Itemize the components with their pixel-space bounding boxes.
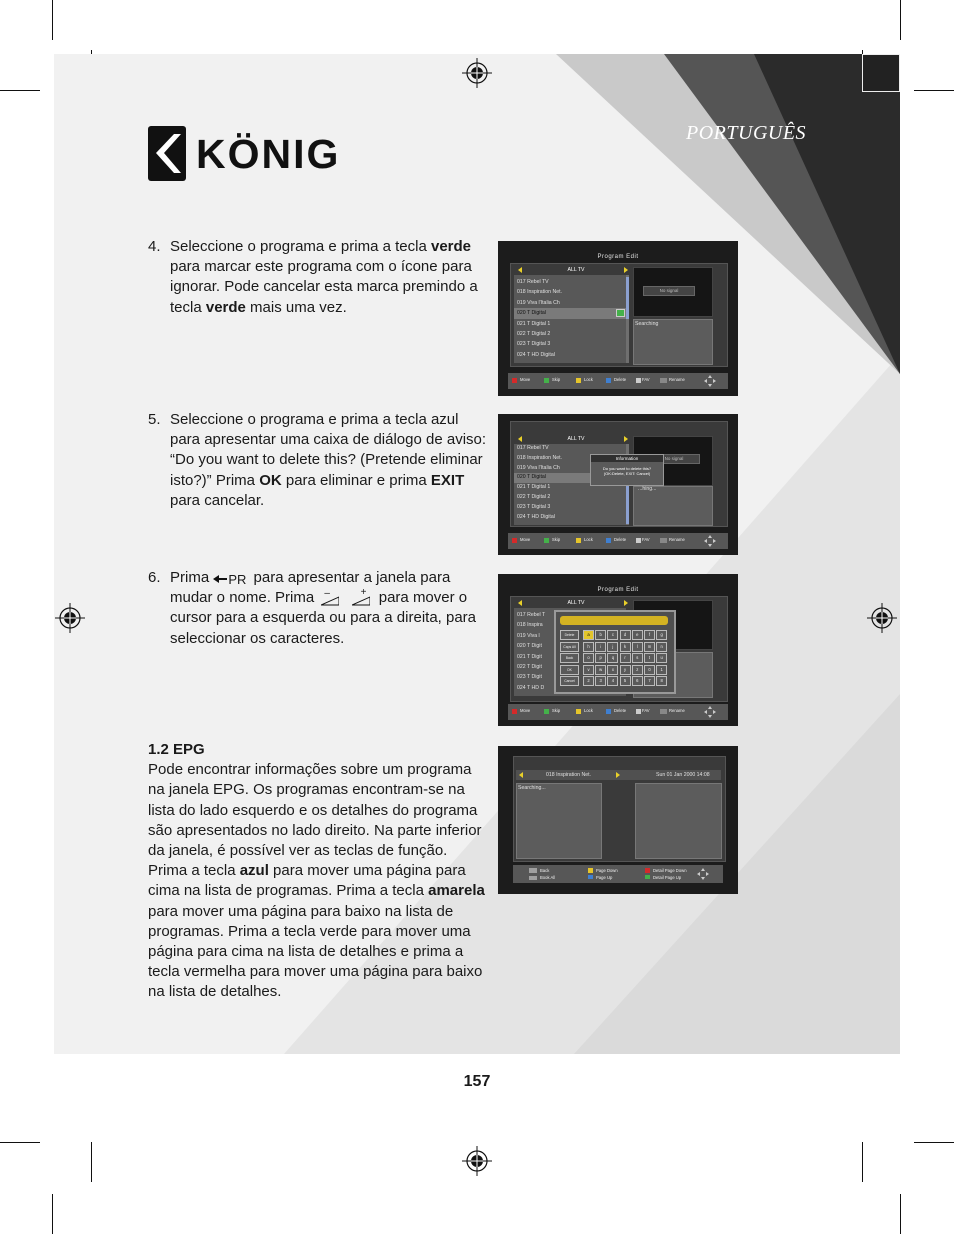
screen-title: Program Edit bbox=[597, 254, 639, 260]
body-text: para eliminar e prima bbox=[281, 471, 431, 489]
crop-mark bbox=[862, 1142, 863, 1182]
footer-label: FAV bbox=[642, 537, 650, 542]
blue-key-icon bbox=[606, 538, 611, 543]
list-item[interactable]: 022 T Digital 2 bbox=[517, 493, 551, 500]
scroll-thumb[interactable] bbox=[626, 484, 629, 524]
section-heading: 1.2 EPG bbox=[148, 741, 205, 758]
registration-mark-icon bbox=[462, 1146, 492, 1176]
rename-keyboard bbox=[554, 610, 676, 694]
emphasis-text: verde bbox=[430, 238, 472, 255]
crop-mark bbox=[900, 0, 901, 40]
skip-icon bbox=[616, 309, 625, 317]
dpad-icon bbox=[704, 375, 716, 387]
keyboard-key[interactable]: 2 bbox=[583, 676, 594, 686]
keyboard-key[interactable]: 0 bbox=[644, 665, 655, 675]
dialog-title: Information bbox=[591, 455, 663, 462]
red-key-icon bbox=[512, 538, 517, 543]
list-item[interactable]: 023 T Digital 3 bbox=[517, 341, 551, 348]
tv-screenshot-epg bbox=[498, 746, 738, 894]
body-text: mais uma vez. bbox=[245, 298, 347, 316]
emphasis-text: EXIT bbox=[430, 471, 465, 489]
keyboard-key[interactable]: 1 bbox=[656, 665, 667, 675]
konig-logo-icon bbox=[148, 126, 188, 182]
channel-list bbox=[514, 275, 626, 363]
list-item[interactable]: 020 T Digit bbox=[517, 643, 542, 650]
registration-mark-icon bbox=[867, 603, 897, 633]
searching-label: ...hing... bbox=[638, 486, 657, 492]
searching-label: Searching... bbox=[518, 785, 546, 791]
list-item[interactable]: 019 Viva l'Italia Ch bbox=[517, 464, 560, 471]
yellow-key-icon bbox=[588, 868, 593, 873]
body-text: Seleccione o programa e prima a tecla azul para apresentar uma caixa de diálogo de aviso: “Do you want to delete this? (Pretende eliminar isto?)” Prima bbox=[170, 411, 487, 489]
dpad-icon bbox=[697, 868, 709, 880]
keyboard-key[interactable]: 3 bbox=[595, 676, 606, 686]
emphasis-text: amarela bbox=[428, 882, 485, 900]
rename-key-icon bbox=[660, 709, 667, 714]
delete-dialog bbox=[590, 454, 664, 486]
footer-label: Delete bbox=[614, 537, 627, 542]
volume-minus-icon: – bbox=[318, 590, 344, 606]
tv-screenshot-skip bbox=[498, 241, 738, 396]
volume-plus-icon: + bbox=[349, 590, 375, 606]
keyboard-function-key[interactable]: OK bbox=[560, 665, 579, 675]
keyboard-function-key[interactable]: Cancel bbox=[560, 676, 579, 686]
list-item[interactable]: 020 T Digital bbox=[514, 473, 626, 483]
keyboard-key[interactable]: q bbox=[607, 653, 618, 663]
list-item[interactable]: 018 Inspira bbox=[517, 622, 543, 629]
no-signal-label: No signal bbox=[643, 286, 695, 296]
registration-mark-icon bbox=[55, 603, 85, 633]
arrow-right-icon[interactable] bbox=[624, 267, 628, 273]
keyboard-function-key[interactable]: Caps All bbox=[560, 642, 579, 652]
pr-back-icon bbox=[213, 571, 249, 588]
step-number: 6. bbox=[148, 569, 161, 586]
list-item[interactable]: 022 T Digit bbox=[517, 663, 542, 670]
searching-label: Searching bbox=[635, 321, 659, 327]
footer-label: Rename bbox=[669, 377, 685, 382]
footer-label: Lock bbox=[584, 537, 593, 542]
key-grid bbox=[556, 612, 674, 692]
step-text-prima: Prima bbox=[170, 569, 210, 586]
step-text-b: para mover o cursor para a esquerda ou para a direita, para seleccionar os caracteres. bbox=[170, 589, 477, 647]
corner-square bbox=[862, 54, 900, 92]
keyboard-key[interactable]: 6 bbox=[632, 676, 643, 686]
footer-label: Delete bbox=[614, 377, 627, 382]
tv-screenshot-delete bbox=[498, 414, 738, 555]
keyboard-key[interactable]: 7 bbox=[644, 676, 655, 686]
fav-key-icon bbox=[636, 378, 641, 383]
crop-mark bbox=[91, 1142, 92, 1182]
green-key-icon bbox=[645, 875, 650, 879]
function-bar bbox=[508, 373, 728, 389]
screen-title: Program Edit bbox=[597, 587, 639, 593]
footer-label: FAV bbox=[642, 377, 650, 382]
dpad-icon bbox=[704, 706, 716, 718]
info-panel bbox=[633, 486, 713, 526]
registration-mark-icon bbox=[462, 58, 492, 88]
footer-label: Detail Page Up bbox=[653, 875, 682, 880]
keyboard-key[interactable]: a bbox=[583, 630, 594, 640]
fav-key-icon bbox=[636, 709, 641, 714]
keyboard-key[interactable]: i bbox=[595, 642, 606, 652]
dialog-message: Do you want to delete this? (OK:Delete, EXIT: Cancel) bbox=[602, 466, 652, 476]
function-bar bbox=[508, 533, 728, 549]
keyboard-key[interactable]: 4 bbox=[607, 676, 618, 686]
arrow-right-icon[interactable] bbox=[616, 772, 620, 778]
list-item[interactable]: 024 T HD Digital bbox=[517, 351, 555, 358]
body-text: para mover uma página para baixo na lista de programas. Prima a tecla verde para mover uma página para cima na lista de detalhes e prima a tecla vermelha para mover uma página para baixo na lista de detalhes. bbox=[148, 902, 483, 1001]
keyboard-key[interactable]: c bbox=[607, 630, 618, 640]
keyboard-key[interactable]: k bbox=[620, 642, 631, 652]
list-item[interactable]: 024 T HD Digital bbox=[517, 513, 555, 520]
crop-mark bbox=[914, 90, 954, 91]
arrow-right-icon[interactable] bbox=[624, 436, 628, 442]
arrow-left-icon[interactable] bbox=[518, 436, 522, 442]
group-label: ALL TV bbox=[567, 600, 585, 606]
function-bar bbox=[513, 865, 723, 883]
arrow-left-icon[interactable] bbox=[519, 772, 523, 778]
step-text bbox=[170, 568, 492, 649]
body-text: Prima a tecla bbox=[148, 862, 240, 880]
crop-mark bbox=[900, 1194, 901, 1234]
yellow-key-icon bbox=[576, 538, 581, 543]
keyboard-key[interactable]: m bbox=[644, 642, 655, 652]
keyboard-key[interactable]: h bbox=[583, 642, 594, 652]
keyboard-key[interactable]: z bbox=[632, 665, 643, 675]
step-number: 4. bbox=[148, 238, 161, 255]
step-number: 5. bbox=[148, 411, 161, 428]
footer-label: Move bbox=[520, 377, 531, 382]
crop-mark bbox=[0, 1142, 40, 1143]
keyboard-key[interactable]: w bbox=[595, 665, 606, 675]
emphasis-text: azul bbox=[239, 862, 269, 880]
no-signal-label: No signal bbox=[648, 454, 700, 464]
keyboard-function-key[interactable]: Back bbox=[560, 653, 579, 663]
keyboard-key[interactable]: t bbox=[644, 653, 655, 663]
rename-key-icon bbox=[660, 538, 667, 543]
keyboard-key[interactable]: e bbox=[632, 630, 643, 640]
footer-label: Skip bbox=[552, 377, 561, 382]
book-key-icon bbox=[529, 876, 537, 880]
keyboard-key[interactable]: u bbox=[656, 653, 667, 663]
footer-label: Lock bbox=[584, 708, 593, 713]
step-text bbox=[170, 410, 488, 511]
footer-label: Back bbox=[540, 868, 550, 873]
crop-mark bbox=[914, 1142, 954, 1143]
epg-program-list[interactable] bbox=[516, 783, 602, 859]
body-text: Seleccione o programa e prima a tecla bbox=[170, 238, 431, 255]
keyboard-key[interactable]: s bbox=[632, 653, 643, 663]
keyboard-key[interactable]: n bbox=[656, 642, 667, 652]
footer-label: Book All bbox=[540, 875, 556, 880]
arrow-right-icon[interactable] bbox=[624, 600, 628, 606]
green-key-icon bbox=[544, 538, 549, 543]
body-text: para mover uma página para cima na lista de programas. Prima a tecla bbox=[148, 862, 466, 900]
epg-date: Sun 01 Jan 2000 14:08 bbox=[656, 772, 710, 778]
list-item[interactable]: 024 T HD D bbox=[517, 684, 545, 691]
footer-label: Move bbox=[520, 537, 531, 542]
footer-label: FAV bbox=[642, 708, 650, 713]
footer-label: Page Down bbox=[596, 868, 618, 873]
yellow-key-icon bbox=[576, 378, 581, 383]
footer-label: Rename bbox=[669, 708, 685, 713]
function-bar bbox=[508, 704, 728, 720]
footer-label: Rename bbox=[669, 537, 685, 542]
footer-label: Detail Page Down bbox=[653, 868, 687, 873]
fav-key-icon bbox=[636, 538, 641, 543]
blue-key-icon bbox=[606, 709, 611, 714]
blue-key-icon bbox=[588, 875, 593, 879]
page-number: 157 bbox=[463, 1073, 491, 1090]
list-item[interactable]: 021 T Digital 1 bbox=[517, 320, 551, 327]
red-key-icon bbox=[645, 868, 650, 873]
list-item[interactable]: 019 Viva l bbox=[517, 632, 540, 639]
red-key-icon bbox=[512, 378, 517, 383]
keyboard-key[interactable]: 5 bbox=[620, 676, 631, 686]
list-item[interactable]: 021 T Digital 1 bbox=[517, 484, 551, 491]
group-label: ALL TV bbox=[567, 436, 585, 442]
emphasis-text: verde bbox=[205, 298, 246, 316]
green-key-icon bbox=[544, 378, 549, 383]
emphasis-text: OK bbox=[259, 471, 282, 489]
list-item[interactable]: 017 Rebel TV bbox=[517, 279, 549, 285]
step-text bbox=[170, 237, 488, 318]
group-label: ALL TV bbox=[567, 267, 585, 273]
keyboard-key[interactable]: y bbox=[620, 665, 631, 675]
list-item[interactable]: 021 T Digit bbox=[517, 653, 542, 660]
epg-paragraph bbox=[148, 760, 488, 1002]
green-key-icon bbox=[544, 709, 549, 714]
list-item[interactable]: 022 T Digital 2 bbox=[517, 330, 551, 337]
keyboard-key[interactable]: b bbox=[595, 630, 606, 640]
blue-key-icon bbox=[606, 378, 611, 383]
keyboard-key[interactable]: p bbox=[595, 653, 606, 663]
footer-label: Skip bbox=[552, 708, 561, 713]
body-text: Pode encontrar informações sobre um programa na janela EPG. Os programas encontram-se na lista do lado esquerdo e os detalhes do programa são apresentados no lado direito. Na parte inferior da janela, é possível ver as teclas de função. bbox=[148, 761, 482, 860]
list-item[interactable]: 018 Inspiration Net. bbox=[517, 454, 562, 461]
footer-label: Lock bbox=[584, 377, 593, 382]
keyboard-key[interactable]: g bbox=[656, 630, 667, 640]
dpad-icon bbox=[704, 535, 716, 547]
pr-label: PR bbox=[228, 572, 247, 588]
language-label: PORTUGUÊS bbox=[686, 122, 807, 144]
keyboard-key[interactable]: o bbox=[583, 653, 594, 663]
yellow-key-icon bbox=[576, 709, 581, 714]
list-item[interactable]: 018 Inspiration Net. bbox=[517, 289, 562, 296]
epg-details[interactable] bbox=[635, 783, 722, 859]
step-text-a: para apresentar a janela para mudar o nome. Prima bbox=[170, 569, 451, 607]
brand-name: KÖNIG bbox=[196, 131, 341, 177]
keyboard-key[interactable]: 8 bbox=[656, 676, 667, 686]
body-text: para cancelar. bbox=[170, 491, 265, 509]
red-key-icon bbox=[512, 709, 517, 714]
keyboard-key[interactable]: x bbox=[607, 665, 618, 675]
footer-label: Delete bbox=[614, 708, 627, 713]
list-item[interactable]: 023 T Digital 3 bbox=[517, 503, 551, 510]
crop-mark bbox=[52, 1194, 53, 1234]
keyboard-key[interactable]: l bbox=[632, 642, 643, 652]
epg-section bbox=[148, 740, 488, 1003]
footer-label: Page Up bbox=[596, 875, 613, 880]
back-key-icon bbox=[529, 868, 537, 873]
keyboard-key[interactable]: v bbox=[583, 665, 594, 675]
keyboard-key[interactable]: d bbox=[620, 630, 631, 640]
rename-key-icon bbox=[660, 378, 667, 383]
tv-screenshot-rename bbox=[498, 574, 738, 726]
body-text: para marcar este programa com o ícone para ignorar. Pode cancelar esta marca premindo a tecla bbox=[170, 258, 478, 316]
crop-mark bbox=[0, 90, 40, 91]
keyboard-key[interactable]: f bbox=[644, 630, 655, 640]
footer-label: Skip bbox=[552, 537, 561, 542]
arrow-left-icon[interactable] bbox=[518, 267, 522, 273]
keyboard-key[interactable]: j bbox=[607, 642, 618, 652]
list-item[interactable]: 023 T Digit bbox=[517, 674, 542, 681]
epg-channel: 018 Inspiration Net. bbox=[546, 772, 591, 778]
footer-label: Move bbox=[520, 708, 531, 713]
list-item[interactable]: 020 T Digital bbox=[514, 308, 626, 318]
list-item[interactable]: 017 Rebel TV bbox=[517, 445, 549, 451]
keyboard-key[interactable]: r bbox=[620, 653, 631, 663]
arrow-left-icon[interactable] bbox=[518, 600, 522, 606]
list-item[interactable]: 017 Rebel T bbox=[517, 612, 546, 618]
scroll-thumb[interactable] bbox=[626, 277, 629, 319]
crop-mark bbox=[52, 0, 53, 40]
keyboard-function-key[interactable]: Delete bbox=[560, 630, 579, 640]
list-item[interactable]: 019 Viva l'Italia Ch bbox=[517, 299, 560, 306]
